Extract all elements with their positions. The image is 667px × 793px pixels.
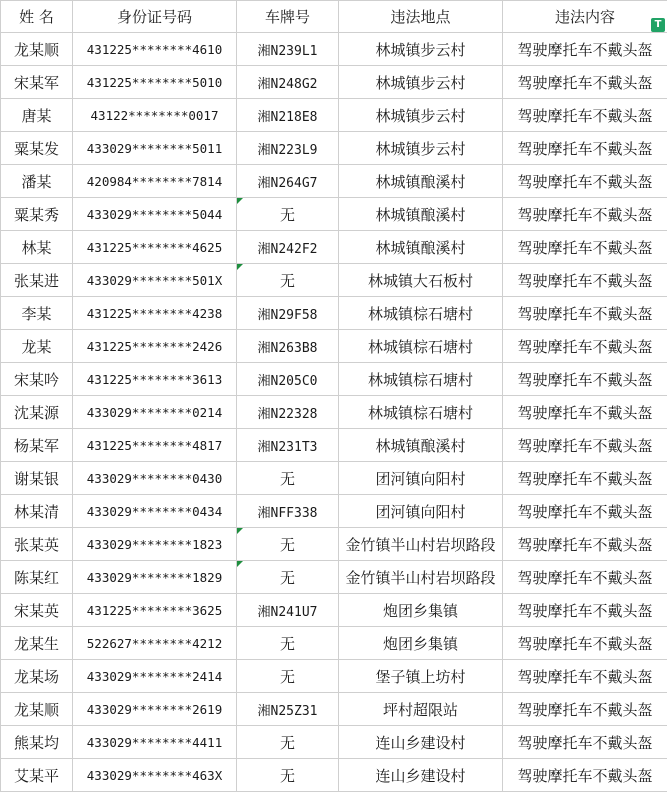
cell-location[interactable]: 林城镇棕石塘村 xyxy=(339,297,503,330)
cell-id[interactable]: 431225********2426 xyxy=(73,330,237,363)
header-row xyxy=(1,1,667,33)
cell-id[interactable]: 433029********1823 xyxy=(73,528,237,561)
cell-id[interactable]: 433029********463X xyxy=(73,759,237,792)
cell-name[interactable]: 陈某红 xyxy=(1,561,73,594)
cell-plate[interactable]: 湘N264G7 xyxy=(237,165,339,198)
cell-id[interactable]: 433029********0434 xyxy=(73,495,237,528)
cell-name[interactable]: 宋某英 xyxy=(1,594,73,627)
header-content[interactable]: 违法内容 xyxy=(503,1,667,33)
cell-name[interactable]: 谢某银 xyxy=(1,462,73,495)
cell-location[interactable]: 林城镇棕石塘村 xyxy=(339,330,503,363)
cell-plate[interactable]: 湘N248G2 xyxy=(237,66,339,99)
cell-id[interactable]: 431225********3625 xyxy=(73,594,237,627)
cell-id[interactable]: 433029********0214 xyxy=(73,396,237,429)
cell-id[interactable]: 433029********5011 xyxy=(73,132,237,165)
cell-content[interactable]: 驾驶摩托车不戴头盔 xyxy=(503,33,667,66)
cell-content[interactable]: 驾驶摩托车不戴头盔 xyxy=(503,132,667,165)
cell-marker-icon xyxy=(237,528,243,534)
cell-name[interactable]: 龙某顺 xyxy=(1,33,73,66)
header-plate[interactable]: 车牌号 xyxy=(237,1,339,33)
cell-id[interactable]: 522627********4212 xyxy=(73,627,237,660)
table-row xyxy=(1,297,667,330)
cell-location[interactable]: 团河镇向阳村 xyxy=(339,495,503,528)
table-row xyxy=(1,627,667,660)
cell-name[interactable]: 唐某 xyxy=(1,99,73,132)
cell-location[interactable]: 林城镇酿溪村 xyxy=(339,231,503,264)
cell-location[interactable]: 连山乡建设村 xyxy=(339,759,503,792)
cell-name[interactable]: 艾某平 xyxy=(1,759,73,792)
cell-name[interactable]: 李某 xyxy=(1,297,73,330)
cell-id[interactable]: 431225********4610 xyxy=(73,33,237,66)
cell-location[interactable]: 林城镇步云村 xyxy=(339,33,503,66)
cell-id[interactable]: 433029********2619 xyxy=(73,693,237,726)
cell-name[interactable]: 林某 xyxy=(1,231,73,264)
cell-marker-icon xyxy=(237,264,243,270)
cell-id[interactable]: 433029********0430 xyxy=(73,462,237,495)
cell-plate[interactable]: 无 xyxy=(237,561,339,594)
table-row xyxy=(1,132,667,165)
cell-location[interactable]: 炮团乡集镇 xyxy=(339,594,503,627)
cell-plate[interactable]: 湘N242F2 xyxy=(237,231,339,264)
cell-location[interactable]: 林城镇步云村 xyxy=(339,66,503,99)
cell-location[interactable]: 金竹镇半山村岩坝路段 xyxy=(339,528,503,561)
cell-name[interactable]: 粟某秀 xyxy=(1,198,73,231)
cell-content[interactable]: 驾驶摩托车不戴头盔 xyxy=(503,264,667,297)
cell-plate[interactable]: 无 xyxy=(237,627,339,660)
table-row xyxy=(1,495,667,528)
cell-plate[interactable]: 无 xyxy=(237,462,339,495)
cell-name[interactable]: 宋某军 xyxy=(1,66,73,99)
cell-name[interactable]: 熊某均 xyxy=(1,726,73,759)
cell-plate[interactable]: 湘N239L1 xyxy=(237,33,339,66)
cell-content[interactable]: 驾驶摩托车不戴头盔 xyxy=(503,429,667,462)
cell-name[interactable]: 张某英 xyxy=(1,528,73,561)
cell-location[interactable]: 团河镇向阳村 xyxy=(339,462,503,495)
header-location[interactable]: 违法地点 xyxy=(339,1,503,33)
table-row xyxy=(1,165,667,198)
cell-id[interactable]: 433029********4411 xyxy=(73,726,237,759)
cell-location[interactable]: 林城镇棕石塘村 xyxy=(339,363,503,396)
cell-content[interactable]: 驾驶摩托车不戴头盔 xyxy=(503,66,667,99)
table-row xyxy=(1,33,667,66)
cell-id[interactable]: 420984********7814 xyxy=(73,165,237,198)
cell-id[interactable]: 431225********4238 xyxy=(73,297,237,330)
cell-content[interactable]: 驾驶摩托车不戴头盔 xyxy=(503,363,667,396)
table-row xyxy=(1,528,667,561)
table-row xyxy=(1,759,667,792)
cell-name[interactable]: 龙某场 xyxy=(1,660,73,693)
cell-marker-icon xyxy=(237,561,243,567)
table-row xyxy=(1,429,667,462)
table-row xyxy=(1,231,667,264)
cell-location[interactable]: 林城镇酿溪村 xyxy=(339,165,503,198)
cell-plate[interactable]: 湘N205C0 xyxy=(237,363,339,396)
header-name[interactable]: 姓 名 xyxy=(1,1,73,33)
cell-id[interactable]: 433029********2414 xyxy=(73,660,237,693)
cell-content[interactable]: 驾驶摩托车不戴头盔 xyxy=(503,198,667,231)
table-row xyxy=(1,726,667,759)
cell-plate[interactable]: 无 xyxy=(237,264,339,297)
cell-id[interactable]: 431225********4625 xyxy=(73,231,237,264)
cell-id[interactable]: 433029********1829 xyxy=(73,561,237,594)
table-row xyxy=(1,693,667,726)
cell-plate[interactable]: 无 xyxy=(237,198,339,231)
cell-name[interactable]: 杨某军 xyxy=(1,429,73,462)
header-id[interactable]: 身份证号码 xyxy=(73,1,237,33)
sheet-tag-icon[interactable]: T xyxy=(651,18,665,32)
cell-marker-icon xyxy=(237,198,243,204)
cell-name[interactable]: 潘某 xyxy=(1,165,73,198)
cell-name[interactable]: 龙某 xyxy=(1,330,73,363)
cell-id[interactable]: 433029********5044 xyxy=(73,198,237,231)
cell-location[interactable]: 林城镇大石板村 xyxy=(339,264,503,297)
cell-location[interactable]: 林城镇步云村 xyxy=(339,99,503,132)
table-row xyxy=(1,363,667,396)
cell-plate[interactable]: 湘N241U7 xyxy=(237,594,339,627)
cell-name[interactable]: 龙某生 xyxy=(1,627,73,660)
cell-plate[interactable]: 湘N218E8 xyxy=(237,99,339,132)
cell-plate[interactable]: 湘N223L9 xyxy=(237,132,339,165)
cell-plate[interactable]: 湘N231T3 xyxy=(237,429,339,462)
table-row xyxy=(1,561,667,594)
cell-location[interactable]: 堡子镇上坊村 xyxy=(339,660,503,693)
cell-content[interactable]: 驾驶摩托车不戴头盔 xyxy=(503,231,667,264)
cell-content[interactable]: 驾驶摩托车不戴头盔 xyxy=(503,594,667,627)
table-row xyxy=(1,99,667,132)
cell-plate[interactable]: 无 xyxy=(237,660,339,693)
table-row xyxy=(1,396,667,429)
cell-name[interactable]: 沈某源 xyxy=(1,396,73,429)
cell-plate[interactable]: 湘N25Z31 xyxy=(237,693,339,726)
cell-content[interactable]: 驾驶摩托车不戴头盔 xyxy=(503,693,667,726)
cell-plate[interactable]: 湘N263B8 xyxy=(237,330,339,363)
cell-content[interactable]: 驾驶摩托车不戴头盔 xyxy=(503,627,667,660)
cell-name[interactable]: 龙某顺 xyxy=(1,693,73,726)
cell-content[interactable]: 驾驶摩托车不戴头盔 xyxy=(503,495,667,528)
cell-location[interactable]: 坪村超限站 xyxy=(339,693,503,726)
cell-plate[interactable]: 湘NFF338 xyxy=(237,495,339,528)
cell-plate[interactable]: 无 xyxy=(237,759,339,792)
cell-location[interactable]: 林城镇步云村 xyxy=(339,132,503,165)
cell-plate[interactable]: 湘N29F58 xyxy=(237,297,339,330)
cell-location[interactable]: 林城镇酿溪村 xyxy=(339,429,503,462)
cell-content[interactable]: 驾驶摩托车不戴头盔 xyxy=(503,99,667,132)
cell-id[interactable]: 43122********0017 xyxy=(73,99,237,132)
cell-name[interactable]: 张某进 xyxy=(1,264,73,297)
table-row xyxy=(1,330,667,363)
cell-id[interactable]: 431225********5010 xyxy=(73,66,237,99)
table-row xyxy=(1,198,667,231)
cell-id[interactable]: 431225********4817 xyxy=(73,429,237,462)
cell-content[interactable]: 驾驶摩托车不戴头盔 xyxy=(503,297,667,330)
cell-name[interactable]: 粟某发 xyxy=(1,132,73,165)
cell-id[interactable]: 431225********3613 xyxy=(73,363,237,396)
cell-content[interactable]: 驾驶摩托车不戴头盔 xyxy=(503,528,667,561)
cell-location[interactable]: 炮团乡集镇 xyxy=(339,627,503,660)
cell-plate[interactable]: 湘N22328 xyxy=(237,396,339,429)
cell-name[interactable]: 林某清 xyxy=(1,495,73,528)
cell-plate[interactable]: 无 xyxy=(237,726,339,759)
cell-content[interactable]: 驾驶摩托车不戴头盔 xyxy=(503,660,667,693)
cell-content[interactable]: 驾驶摩托车不戴头盔 xyxy=(503,330,667,363)
cell-location[interactable]: 连山乡建设村 xyxy=(339,726,503,759)
cell-content[interactable]: 驾驶摩托车不戴头盔 xyxy=(503,165,667,198)
cell-content[interactable]: 驾驶摩托车不戴头盔 xyxy=(503,726,667,759)
table-row xyxy=(1,264,667,297)
cell-content[interactable]: 驾驶摩托车不戴头盔 xyxy=(503,759,667,792)
cell-content[interactable]: 驾驶摩托车不戴头盔 xyxy=(503,561,667,594)
cell-name[interactable]: 宋某吟 xyxy=(1,363,73,396)
cell-plate[interactable]: 无 xyxy=(237,528,339,561)
table-row xyxy=(1,462,667,495)
table-row xyxy=(1,594,667,627)
cell-content[interactable]: 驾驶摩托车不戴头盔 xyxy=(503,462,667,495)
cell-location[interactable]: 金竹镇半山村岩坝路段 xyxy=(339,561,503,594)
cell-id[interactable]: 433029********501X xyxy=(73,264,237,297)
cell-location[interactable]: 林城镇棕石塘村 xyxy=(339,396,503,429)
cell-location[interactable]: 林城镇酿溪村 xyxy=(339,198,503,231)
cell-content[interactable]: 驾驶摩托车不戴头盔 xyxy=(503,396,667,429)
table-row xyxy=(1,660,667,693)
table-row xyxy=(1,66,667,99)
